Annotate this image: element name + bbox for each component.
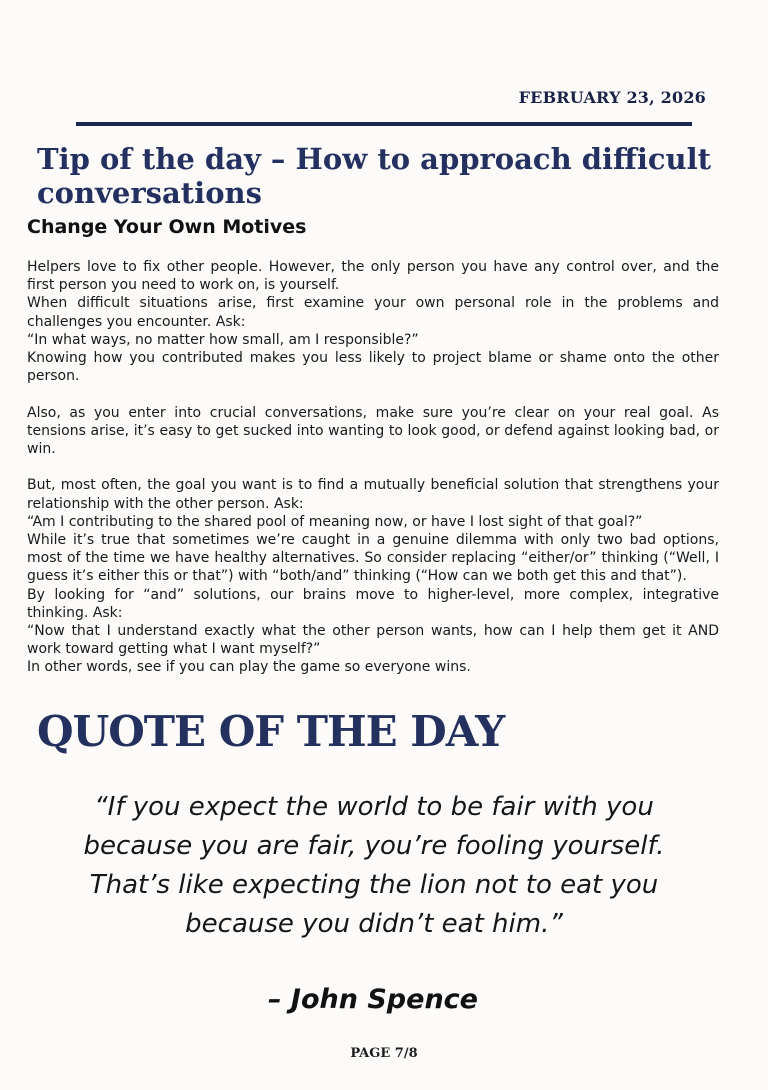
body-paragraph: Helpers love to fix other people. However, the only person you have any control over, and the first person you need to work on, is yourself. <box>27 259 719 294</box>
paragraph-gap <box>27 458 719 476</box>
body-question: “Now that I understand exactly what the other person wants, how can I help them get it AND work toward getting what I want myself?” <box>27 623 719 658</box>
body-paragraph: Also, as you enter into crucial conversations, make sure you’re clear on your real goal. As tensions arise, it’s easy to get sucked into wanting to look good, or defend against looking bad, or win. <box>27 404 719 458</box>
body-question: “In what ways, no matter how small, am I responsible?” <box>27 331 419 348</box>
body-paragraph: By looking for “and” solutions, our brains move to higher-level, more complex, integrative thinking. Ask: <box>27 586 719 621</box>
document-date: FEBRUARY 23, 2026 <box>518 88 706 107</box>
quote-author: – John Spence <box>268 984 478 1015</box>
body-paragraph: When difficult situations arise, first examine your own personal role in the problems and challenges you encounter. Ask: <box>27 295 719 330</box>
tip-subheading: Change Your Own Motives <box>27 216 307 238</box>
body-paragraph: But, most often, the goal you want is to find a mutually beneficial solution that strengthens your relationship with the other person. Ask: <box>27 477 719 512</box>
tip-body <box>27 258 719 677</box>
body-question: “Am I contributing to the shared pool of meaning now, or have I lost sight of that goal?” <box>27 513 643 530</box>
tip-title: Tip of the day – How to approach difficult conversations <box>37 142 712 210</box>
paragraph-gap <box>27 385 719 403</box>
body-paragraph: While it’s true that sometimes we’re caught in a genuine dilemma with only two bad options, most of the time we have healthy alternatives. So consider replacing “either/or” thinking (“Well, I guess it’s either this or that”) with “both/and” thinking (“How can we both get this and that”). <box>27 532 719 585</box>
quote-heading: QUOTE OF THE DAY <box>37 707 505 756</box>
body-paragraph: In other words, see if you can play the game so everyone wins. <box>27 659 471 676</box>
page-number: PAGE 7/8 <box>350 1046 418 1061</box>
body-paragraph: Knowing how you contributed makes you less likely to project blame or shame onto the other person. <box>27 350 719 385</box>
quote-text: “If you expect the world to be fair with you because you are fair, you’re fooling yourself. That’s like expecting the lion not to eat you because you didn’t eat him.” <box>83 792 665 939</box>
header-divider <box>76 122 692 126</box>
